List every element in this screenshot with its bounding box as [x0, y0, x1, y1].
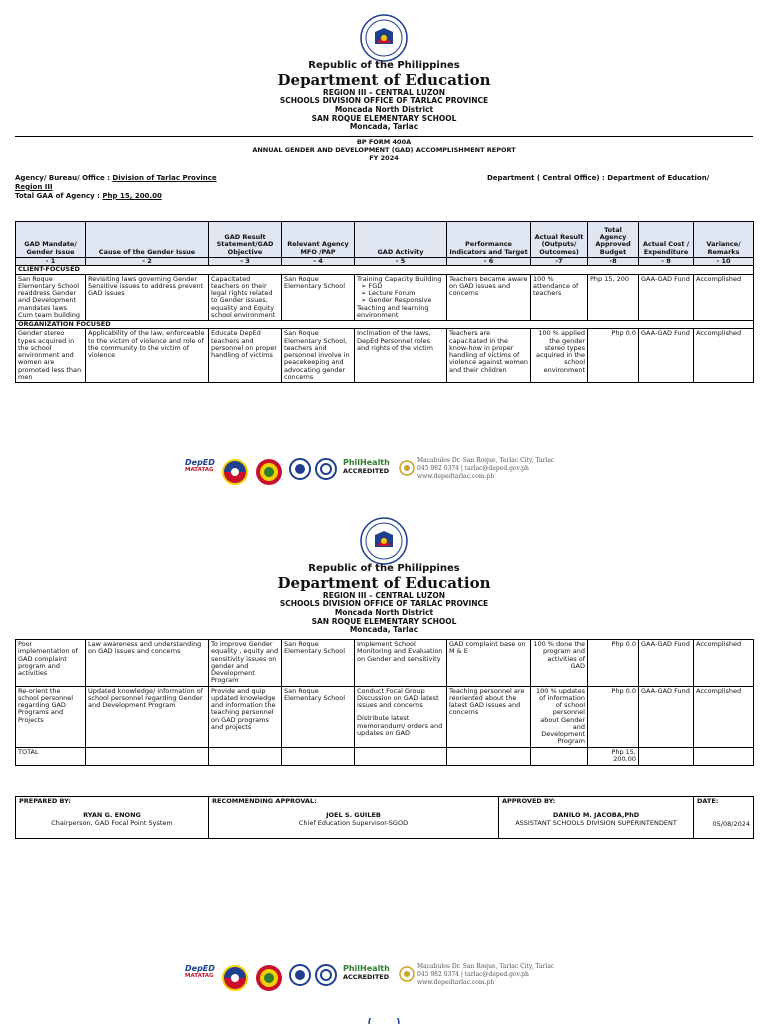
bagong-pilipinas-icon: [221, 458, 249, 486]
division-text: SCHOOLS DIVISION OFFICE OF TARLAC PROVINCE: [279, 599, 489, 609]
agency-label: Agency/ Bureau/ Office :: [15, 174, 113, 182]
gad-table-1: [15, 221, 754, 383]
activity-text-2: Distribute latest memorandum/ orders and updates on GAD: [357, 714, 443, 737]
cell-objective: Provide and quip updated knowledge and information the teaching personnel on GAD programs and projects: [209, 686, 282, 747]
iso-certified-icon: [289, 458, 311, 480]
department-label: Department ( Central Office) :: [487, 174, 608, 182]
deped-seal-icon: [360, 517, 408, 565]
footer-address-block: [417, 963, 554, 986]
activity-item: ➢ FGD: [371, 283, 444, 290]
district-text: Moncada North District: [334, 105, 434, 114]
agency-value: Division of Tarlac Province: [112, 174, 217, 182]
agency-region: Region III: [15, 182, 53, 191]
division-seal-icon: [255, 458, 283, 486]
footer-2: [185, 962, 585, 998]
cell-budget: Php 0.0: [588, 640, 639, 687]
prepared-name: RYAN G. ENONG: [83, 810, 141, 819]
district-text: Moncada North District: [334, 608, 434, 617]
total-row: [16, 747, 754, 765]
bagong-pilipinas-icon: [221, 964, 249, 992]
philhealth-text: PhilHealth: [343, 458, 390, 467]
cell-mandate: Re-orient the school personnel regarding GAD Programs and Projects: [16, 686, 86, 747]
cell-remarks: Accomplished: [694, 640, 754, 687]
cell-mfo: San Roque Elementary School, teachers and personnel involve in peacekeeping and advocating gender concerns: [282, 329, 355, 383]
activity-item: ➢ Lecture Forum: [371, 290, 444, 297]
matatag-logo-text: MATATAG: [185, 973, 214, 979]
department-info: [487, 174, 709, 183]
header-divider: [15, 136, 753, 137]
col-number: - 8: [639, 258, 694, 266]
section-label: ORGANIZATION FOCUSED: [16, 321, 754, 329]
prepared-block: [16, 797, 209, 839]
town-text: Moncada, Tarlac: [349, 625, 419, 635]
deped-seal-icon: [360, 14, 408, 62]
empty-cell: [355, 747, 447, 765]
tarlac-seal-icon: [399, 458, 415, 482]
cell-indicator: Teachers became aware on GAD issues and concerns: [447, 274, 531, 321]
footer-address: Macabulos Dr. San Roque, Tarlac City, Tarlac: [417, 457, 555, 464]
cell-activity: Inclination of the laws, DepEd Personnel roles and rights of the victim: [355, 329, 447, 383]
cell-objective: Educate DepEd teachers and personnel on proper handling of victims: [209, 329, 282, 383]
cell-cost: GAA-GAD Fund: [639, 686, 694, 747]
col-header: GAD Activity: [355, 222, 447, 258]
total-label: TOTAL: [16, 747, 86, 765]
philhealth-text: PhilHealth: [343, 964, 390, 973]
col-number: - 3: [209, 258, 282, 266]
deped-matatag-logo: [185, 458, 215, 473]
col-header: Variance/ Remarks: [694, 222, 754, 258]
department-title: Department of Education: [277, 70, 491, 89]
approved-block: [499, 797, 694, 839]
department-title: Department of Education: [277, 573, 491, 592]
cell-cause: Law awareness and understanding on GAD issues and concerns: [86, 640, 209, 687]
report-heading: [0, 138, 768, 162]
town-text: Moncada, Tarlac: [349, 122, 419, 132]
table-row: [16, 686, 754, 747]
total-gaa-value: Php 15, 200.00: [102, 191, 162, 200]
activity-intro: Training Capacity Building: [357, 274, 442, 283]
cell-mfo: San Roque Elementary School: [282, 274, 355, 321]
school-text: SAN ROQUE ELEMENTARY SCHOOL: [311, 113, 457, 123]
deped-matatag-logo: [185, 964, 215, 979]
cell-indicator: Teaching personnel are reoriented about the latest GAD issues and concerns: [447, 686, 531, 747]
approved-label: APPROVED BY:: [502, 797, 556, 805]
cell-activity: [355, 686, 447, 747]
col-header: Actual Result (Outputs/ Outcomes): [531, 222, 588, 258]
recommending-label: RECOMMENDING APPROVAL:: [212, 797, 317, 805]
col-header: Cause of the Gender Issue: [86, 222, 209, 258]
table-row: [16, 640, 754, 687]
report-title: ANNUAL GENDER AND DEVELOPMENT (GAD) ACCOMPLISHMENT REPORT: [252, 146, 516, 155]
cell-objective: Capacitated teachers on their legal rights related to Gender issues, equality and Equity school environment: [209, 274, 282, 321]
cell-mfo: San Roque Elementary School: [282, 686, 355, 747]
cell-mfo: San Roque Elementary School: [282, 640, 355, 687]
cell-mandate: Poor implementation of GAD complaint program and activities: [16, 640, 86, 687]
letterhead-2: [0, 563, 768, 635]
cell-mandate: Gender stereo types acquired in the school environment and women are promoted less than men: [16, 329, 86, 383]
table-row: [16, 329, 754, 383]
region-text: REGION III – CENTRAL LUZON: [322, 87, 446, 97]
prepared-title: Chairperson, GAD Focal Point System: [51, 818, 173, 827]
cell-cost: GAA-GAD Fund: [639, 274, 694, 321]
iso-certified-icon: [289, 964, 311, 986]
col-header: GAD Mandate/ Gender Issue: [16, 222, 86, 258]
fiscal-year: FY 2024: [369, 154, 399, 163]
cell-cost: GAA-GAD Fund: [639, 640, 694, 687]
cell-result: 100 % attendance of teachers: [531, 274, 588, 321]
region-text: REGION III – CENTRAL LUZON: [322, 590, 446, 600]
footer-contact: 045 982 0374 | tarlac@deped.gov.ph: [417, 970, 529, 978]
recommending-name: JOEL S. GUILEB: [326, 810, 381, 819]
form-number: BP FORM 400A: [356, 138, 412, 146]
empty-cell: [694, 747, 754, 765]
cell-remarks: Accomplished: [694, 686, 754, 747]
cell-budget: Php 15, 200: [588, 274, 639, 321]
matatag-logo-text: MATATAG: [185, 467, 214, 473]
division-text: SCHOOLS DIVISION OFFICE OF TARLAC PROVINCE: [279, 96, 489, 106]
department-value: Department of Education/: [607, 174, 710, 182]
cell-result: 100 % done the program and activities of GAD: [531, 640, 588, 687]
accredited-text: ACCREDITED: [343, 973, 390, 981]
col-number: - 5: [355, 258, 447, 266]
approved-title: ASSISTANT SCHOOLS DIVISION SUPERINTENDENT: [515, 818, 677, 827]
cell-cause: Revisiting laws governing Gender Sensitive issues to address prevent GAD issues: [86, 274, 209, 321]
col-number: - 2: [86, 258, 209, 266]
total-value: Php 15, 200.00: [588, 747, 639, 765]
accredited-text: ACCREDITED: [343, 467, 390, 475]
agency-info: [15, 174, 217, 200]
col-header: Total Agency Approved Budget: [588, 222, 639, 258]
col-number: -8: [588, 258, 639, 266]
empty-cell: [282, 747, 355, 765]
cell-cost: GAA-GAD Fund: [639, 329, 694, 383]
total-gaa-label: Total GAA of Agency :: [15, 191, 103, 200]
cell-cause: Applicability of the law, enforceable to the victim of violence and role of the community to the victim of violence: [86, 329, 209, 383]
footer-address-block: [417, 457, 554, 480]
signature-row: [16, 797, 754, 839]
col-number: -7: [531, 258, 588, 266]
quality-cert-icon: [315, 458, 337, 480]
empty-cell: [209, 747, 282, 765]
cell-indicator: Teachers are capacitated in the know-how in proper handling of victims of violence against women and their children: [447, 329, 531, 383]
section-label: CLIENT-FOCUSED: [16, 266, 754, 274]
cell-budget: Php 0.0: [588, 686, 639, 747]
date-value: 05/08/2024: [712, 819, 750, 828]
cell-budget: Php 0.0: [588, 329, 639, 383]
activity-list: [357, 283, 444, 305]
philhealth-logo: [343, 964, 399, 981]
section-row-client: [16, 266, 754, 274]
activity-end: Teaching and learning environment: [357, 303, 429, 319]
col-number: - 6: [447, 258, 531, 266]
recommending-block: [209, 797, 499, 839]
col-number: - 10: [694, 258, 754, 266]
col-header: Actual Cost / Expenditure: [639, 222, 694, 258]
cell-objective: To improve Gender equality , equity and sensitivity issues on gender and Development Program: [209, 640, 282, 687]
col-header: GAD Result Statement/GAD Objective: [209, 222, 282, 258]
cell-result: 100 % applied the gender stereo types acquired in the school environment: [531, 329, 588, 383]
col-header: Performance Indicators and Target: [447, 222, 531, 258]
footer-1: [185, 456, 585, 492]
empty-cell: [447, 747, 531, 765]
republic-text: Republic of the Philippines: [308, 60, 460, 71]
empty-cell: [86, 747, 209, 765]
prepared-label: PREPARED BY:: [19, 797, 71, 805]
cell-remarks: Accomplished: [694, 329, 754, 383]
section-row-org: [16, 321, 754, 329]
activity-item: ➢ Gender Responsive: [371, 297, 444, 304]
cell-activity: Implement School Monitoring and Evaluation on Gender and sensitivity: [355, 640, 447, 687]
cell-indicator: GAD complaint base on M & E: [447, 640, 531, 687]
deped-logo-text: DepED: [185, 964, 215, 973]
activity-text: Conduct Focal Group Discussion on GAD latest issues and concerns: [357, 686, 439, 710]
letterhead-1: [0, 60, 768, 132]
school-text: SAN ROQUE ELEMENTARY SCHOOL: [311, 616, 457, 626]
footer-address: Macabulos Dr. San Roque, Tarlac City, Tarlac: [417, 963, 555, 970]
col-header: Relevant Agency MFO /PAP: [282, 222, 355, 258]
cell-activity: [355, 274, 447, 321]
footer-website: www.depedtarlac.com.ph: [417, 978, 495, 986]
empty-cell: [531, 747, 588, 765]
signature-table: [15, 796, 754, 839]
cell-mandate: San Roque Elementary School readdress Gender and Development mandates laws Cum team building: [16, 274, 86, 321]
date-block: [694, 797, 754, 839]
approved-name: DANILO M. JACOBA,PhD: [552, 810, 640, 819]
recommending-title: Chief Education Supervisor-SGOD: [298, 818, 409, 827]
table-header-row: [16, 222, 754, 258]
empty-cell: [639, 747, 694, 765]
column-number-row: [16, 258, 754, 266]
footer-website: www.depedtarlac.com.ph: [417, 472, 495, 480]
footer-contact: 045 982 0374 | tarlac@deped.gov.ph: [417, 464, 529, 472]
division-seal-icon: [255, 964, 283, 992]
philhealth-logo: [343, 458, 399, 475]
col-number: - 1: [16, 258, 86, 266]
cell-remarks: Accomplished: [694, 274, 754, 321]
gad-table-2: [15, 639, 754, 766]
republic-text: Republic of the Philippines: [308, 563, 460, 574]
date-label: DATE:: [697, 797, 719, 805]
cell-cause: Updated knowledge/ information of school personnel regarding Gender and Development Program: [86, 686, 209, 747]
cell-result: 100 % updates of information of school personnel about Gender and Development Program: [531, 686, 588, 747]
next-page-seal-icon: [368, 1018, 400, 1024]
deped-logo-text: DepED: [185, 458, 215, 467]
table-row: [16, 274, 754, 321]
tarlac-seal-icon: [399, 964, 415, 988]
quality-cert-icon: [315, 964, 337, 986]
col-number: - 4: [282, 258, 355, 266]
